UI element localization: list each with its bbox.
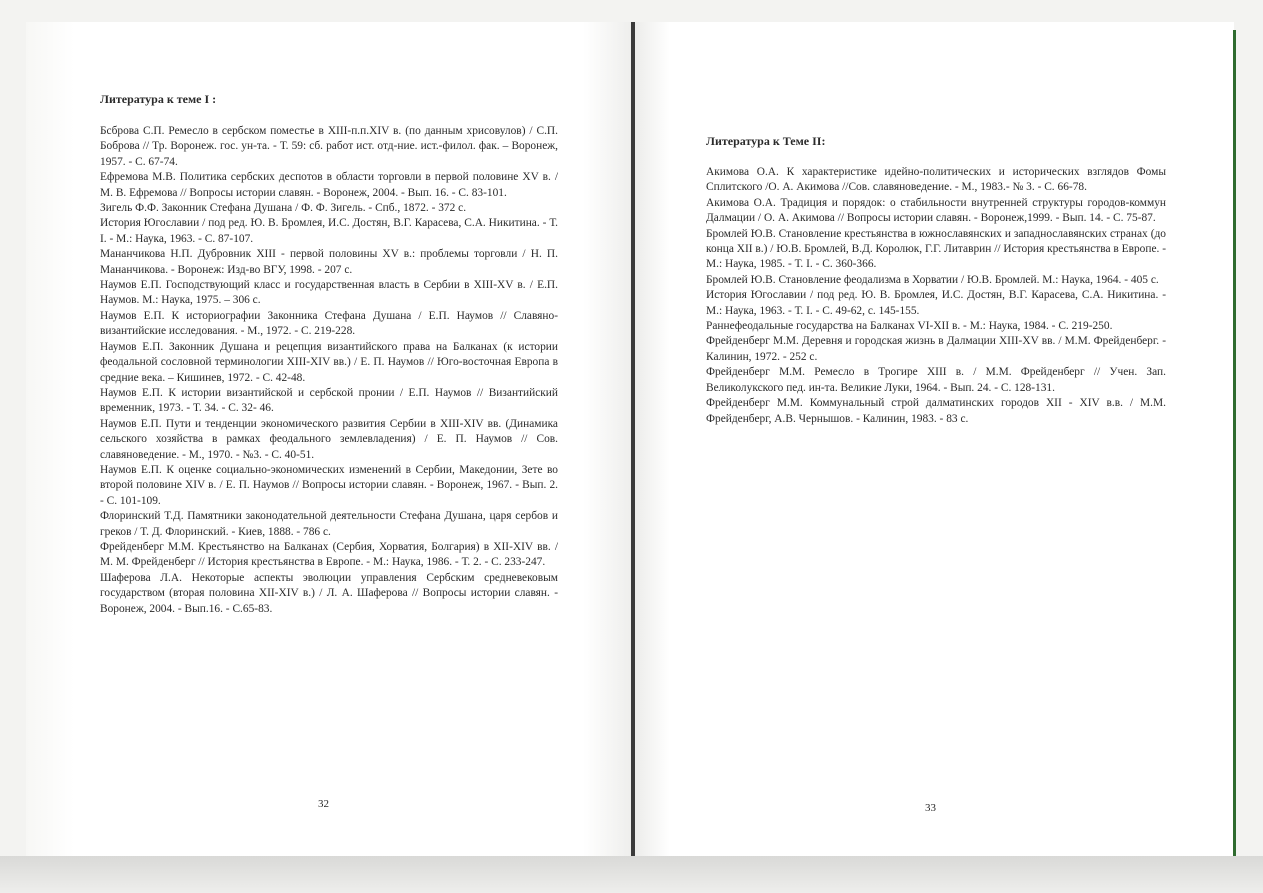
page-edge (1233, 30, 1236, 865)
bibliography-entry: Наумов Е.П. К истории византийской и сербской пронии / Е.П. Наумов // Византийский временник, 1973. - Т. 34. - С. 32- 46. (100, 386, 558, 415)
bibliography-entry: Фрейденберг М.М. Ремесло в Трогире XIII в. / М.М. Фрейденберг // Учен. Зап. Великолукского пед. ин-та. Великие Луки, 1964. - Вып. 24. - С. 128-131. (706, 366, 1166, 394)
bibliography-entry: Раннефеодальные государства на Балканах VI-XII в. - М.: Наука, 1984. - С. 219-250. (706, 320, 1113, 333)
bibliography-entry: Флоринский Т.Д. Памятники законодательной деятельности Стефана Душана, царя сербов и греков / Т. Д. Флоринский. - Киев, 1888. - 786 с. (100, 510, 558, 538)
bibliography-entry: Бcброва С.П. Ремесло в сербском поместье в XIII-п.п.XIV в. (по данным хрисовулов) / С.П. Боброва // Тр. Воронеж. гос. ун-та. - Т. 59: сб. работ ист. отд-ние. ист.-филол. фак. – Воронеж, 1957. - С. 67-74. (100, 125, 558, 168)
bibliography-entry: Шаферова Л.А. Некоторые аспекты эволюции управления Сербским средневековым государством (вторая половина XII-XIV в.) / Л. А. Шаферова // Вопросы истории славян. - Воронеж, 2004. - Вып.16. - С.65-83. (100, 571, 558, 615)
bibliography-entry: Наумов Е.П. Законник Душана и рецепция византийского права на Балканах (к истории феодальной сословной терминологии XIII-XIV вв.) / Е. П. Наумов // Юго-восточная Европа в средние века. – Кишинев, 1972. - С. 42-48. (100, 340, 558, 384)
book-gutter (631, 22, 635, 867)
bibliography-entry: Бромлей Ю.В. Становление феодализма в Хорватии / Ю.В. Бромлей. М.: Наука, 1964. - 405 с. (706, 273, 1159, 286)
bibliography-entry: Фрейденберг М.М. Деревня и городская жизнь в Далмации XIII-XV вв. / М.М. Фрейденберг. - Калинин, 1972. - 252 с. (706, 335, 1166, 363)
left-page-heading: Литература к теме I : (100, 92, 217, 106)
bibliography-entry: История Югославии / под ред. Ю. В. Бромлея, И.С. Достян, В.Г. Карасева, С.А. Никитина. - Т. I. - М.: Наука, 1963. - С. 87-107. (100, 217, 558, 245)
bibliography-entry: Ефремова М.В. Политика сербских деспотов в области торговли в первой половине XV в. / М. В. Ефремова // Вопросы истории славян. - Воронеж, 2004. - Вып. 16. - С. 83-101. (100, 171, 558, 199)
right-page-number: 33 (925, 802, 936, 814)
right-page (634, 22, 1234, 857)
bibliography-entry: Фрейденберг М.М. Коммунальный строй далматинских городов XII - XIV в.в. / М.М. Фрейденберг, А.В. Чернышов. - Калинин, 1983. - 83 с. (706, 397, 1166, 425)
right-page-heading: Литература к Теме II: (706, 134, 826, 148)
bibliography-entry: Акимова О.А. Традиция и порядок: о стабильности внутренней структуры городов-коммун Далмации / О. А. Акимова // Вопросы истории славян. - Воронеж,1999. - Вып. 14. - С. 75-87. (706, 196, 1166, 225)
scan-bottom-shadow (0, 856, 1263, 893)
bibliography-entry: История Югославии / под ред. Ю. В. Бромлея, И.С. Достян, В.Г. Карасева, С.А. Никитина. - М.: Наука, 1963. - Т. I. - С. 49-62, с. 145-155. (706, 289, 1166, 317)
left-page (26, 22, 632, 857)
bibliography-entry: Зигель Ф.Ф. Законник Стефана Душана / Ф. Ф. Зигель. - Спб., 1872. - 372 с. (100, 202, 467, 215)
right-bibliography-list (706, 165, 1166, 427)
bibliography-entry: Наумов Е.П. К историографии Законника Стефана Душана / Е.П. Наумов // Славяно-византийские исследования. - М., 1972. - С. 219-228. (100, 309, 558, 338)
left-page-number: 32 (318, 798, 329, 810)
bibliography-entry: Бромлей Ю.В. Становление крестьянства в южнославянских и западнославянских странах (до конца XII в.) / Ю.В. Бромлей, В.Д. Королюк, Г.Г. Литаврин // История крестьянства в Европе. - М.: Наука, 1985. - Т. I. - С. 360-366. (706, 227, 1166, 271)
left-bibliography-list (100, 124, 558, 617)
bibliography-entry: Акимова О.А. К характеристике идейно-политических и исторических взглядов Фомы Сплитского /О. А. Акимова //Сов. славяноведение. - М., 1983.- № 3. - С. 66-78. (706, 166, 1166, 194)
bibliography-entry: Наумов Е.П. Господствующий класс и государственная власть в Сербии в XIII-XV в. / Е.П. Наумов. М.: Наука, 1975. – 306 с. (100, 279, 558, 307)
bibliography-entry: Мананчикова Н.П. Дубровник XIII - первой половины XV в.: проблемы торговли / Н. П. Мананчикова. - Воронеж: Изд-во ВГУ, 1998. - 207 с. (100, 248, 558, 276)
bibliography-entry: Фрейденберг М.М. Крестьянство на Балканах (Сербия, Хорватия, Болгария) в XII-XIV вв. / М. М. Фрейденберг // История крестьянства в Европе. - М.: Наука, 1986. - Т. 2. - С. 233-247. (100, 540, 558, 569)
bibliography-entry: Наумов Е.П. К оценке социально-экономических изменений в Сербии, Македонии, Зете во второй половине XIV в. / Е. П. Наумов // Вопросы истории славян. - Воронеж, 1967. - Вып. 2. - С. 101-109. (100, 463, 558, 507)
bibliography-entry: Наумов Е.П. Пути и тенденции экономического развития Сербии в XIII-XIV вв. (Динамика сельского хозяйства в рамках феодального землевладения) / Е. П. Наумов // Сов. славяноведение. - М., 1970. - №3. - С. 40-51. (100, 417, 558, 461)
